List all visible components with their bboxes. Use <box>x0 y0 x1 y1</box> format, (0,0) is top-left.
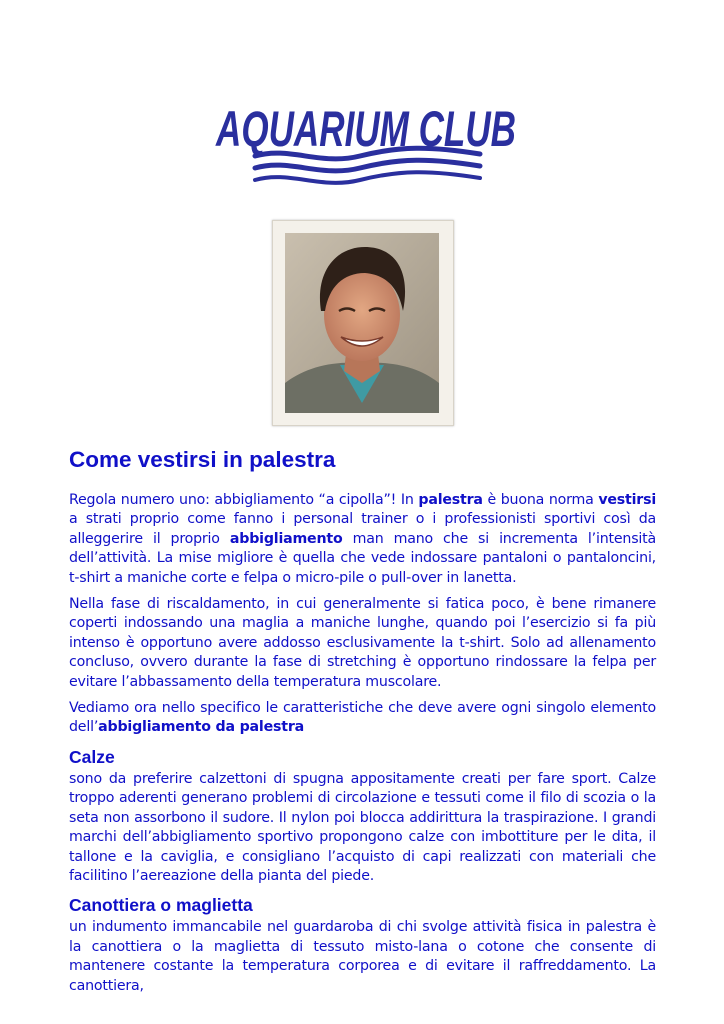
paragraph-overview: Vediamo ora nello specifico le caratteristiche che deve avere ogni singolo elemento dell’abbigliamento da palestra <box>69 700 656 736</box>
logo-text: AQUARIUM CLUB <box>214 101 516 157</box>
aquarium-club-logo <box>210 88 525 193</box>
paragraph-warmup: Nella fase di riscaldamento, in cui generalmente si fatica poco, è bene rimanere coperti indossando una maglia a maniche lunghe, quando poi l’esercizio si fa più intenso è opportuno avere addosso esclusivamente la t-shirt. Solo ad allenamento concluso, ovvero durante la fase di stretching è opportuno rindossare la felpa per evitare l’abbassamento della temperatura muscolare. <box>69 596 656 690</box>
portrait-photo <box>285 233 439 413</box>
portrait-frame <box>272 220 454 426</box>
article <box>69 446 656 1003</box>
paragraph-intro: Regola numero uno: abbigliamento “a cipolla”! In palestra è buona norma vestirsi a strati proprio come fanno i personal trainer o i professionisti sportivi così da alleggerire il proprio abbigliamento man mano che si incrementa l’intensità dell’attività. La mise migliore è quella che vede indossare pantaloni o pantaloncini, t-shirt a maniche corte e felpa o micro-pile o pull-over in lanetta. <box>69 492 656 586</box>
section-heading-calze: Calze <box>69 746 115 767</box>
section-text-calze: sono da preferire calzettoni di spugna appositamente creati per fare sport. Calze troppo aderenti generano problemi di circolazione e tessuti come il filo di scozia o la seta non assorbono il sudore. Il nylon poi blocca addirittura la traspirazione. I grandi marchi dell’abbigliamento sportivo propongono calze con imbottiture per le dita, il tallone e la caviglia, e consigliano l’acquisto di capi realizzati con materiali che facilitino l’aereazione della pianta del piede. <box>69 770 656 884</box>
section-heading-canottiera: Canottiera o maglietta <box>69 895 253 916</box>
keyword-abbigliamento-da-palestra: abbigliamento da palestra <box>98 719 304 736</box>
keyword-vestirsi: vestirsi <box>598 492 656 508</box>
section-text-canottiera: un indumento immancabile nel guardaroba di chi svolge attività fisica in palestra è la canottiera o la maglietta di tessuto misto-lana o cotone che consente di mantenere costante la temperatura corporea e di evitare il raffreddamento. La canottiera, <box>69 919 656 994</box>
keyword-abbigliamento: abbigliamento <box>229 530 343 547</box>
page-title: Come vestirsi in palestra <box>69 447 336 472</box>
keyword-palestra: palestra <box>418 492 483 508</box>
